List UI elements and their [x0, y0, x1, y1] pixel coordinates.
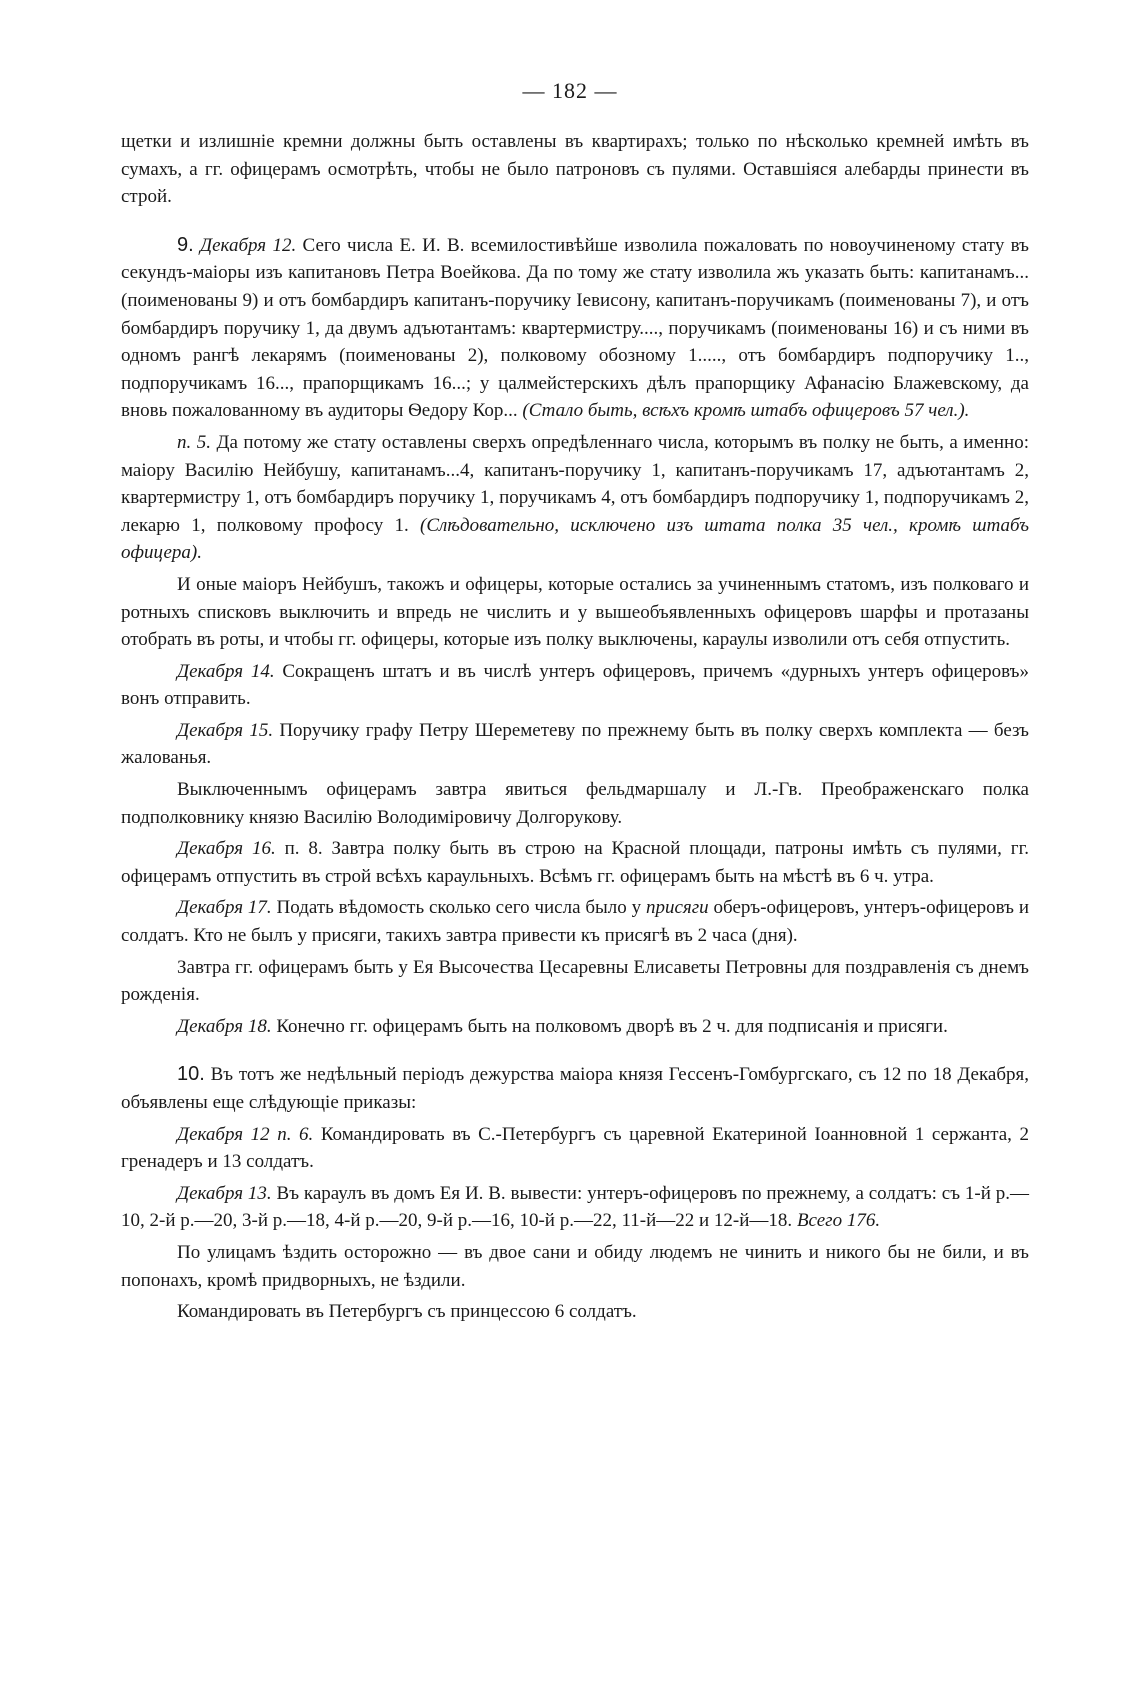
emphasis: присяги: [646, 897, 709, 919]
paragraph-dec-14: Декабря 14. Сокращенъ штатъ и въ числѣ унтеръ офицеровъ, причемъ «дурныхъ унтеръ офицеровъ» вонъ отправить.: [121, 660, 1029, 710]
editor-note: (Стало быть, всѣхъ кромѣ штабъ офицеровъ 57 чел.).: [522, 400, 970, 422]
paragraph-princess: Командировать въ Петербургъ съ принцессою 6 солдатъ.: [177, 1301, 637, 1323]
order-date: Декабря 16.: [177, 838, 276, 860]
total-note: Всего 176.: [796, 1210, 881, 1232]
paragraph-clause-5: п. 5. Да потому же стату оставлены сверхъ опредѣленнаго числа, которымъ въ полку не быть, а именно: маіору Василію Нейбушу, капитанамъ...4, капитанъ-поручику 1, капитанъ-поручикамъ 17, адъютантамъ 2, квартермистру 1, отъ бомбардиръ поручику 1, поручикамъ 4, отъ бомбардиръ подпоручику 1, подпоручикамъ 2, лекарю 1, полковому профосу 1. (Слѣдовательно, исключено изъ штата полка 35 чел., кромѣ штабъ офицера).: [121, 431, 1029, 564]
clause-label: п. 5.: [177, 431, 211, 453]
paragraph-section-10: 10. Въ тотъ же недѣльный періодъ дежурства маіора князя Гессенъ-Гомбургскаго, съ 12 по 18 Декабря, объявлены еще слѣдующіе приказы:: [121, 1063, 1029, 1113]
order-date: Декабря 12.: [200, 234, 297, 256]
paragraph-streets: По улицамъ ѣздить осторожно — въ двое сани и обиду людемъ не чинить и никого бы не били, и въ попонахъ, кромѣ придворныхъ, не ѣздили.: [121, 1241, 1029, 1291]
paragraph-dec-16: Декабря 16. п. 8. Завтра полку быть въ строю на Красной площади, патроны имѣть съ пулями, гг. офицерамъ отпустить въ строй всѣхъ караульныхъ. Всѣмъ гг. офицерамъ быть на мѣстѣ въ 6 ч. утра.: [121, 838, 1029, 887]
order-date: Декабря 17.: [177, 897, 272, 919]
paragraph-dec-12-p6: Декабря 12 п. 6. Командировать въ С.-Петербургъ съ царевной Екатериной Іоанновной 1 сержанта, 2 гренадеръ и 13 солдатъ.: [121, 1123, 1029, 1173]
order-date: Декабря 15.: [177, 719, 274, 741]
paragraph-congratulation: Завтра гг. офицерамъ быть у Ея Высочества Цесаревны Елисаветы Петровны для поздравленія съ днемъ рожденія.: [121, 956, 1029, 1006]
page-content: [121, 128, 1029, 1326]
paragraph-dec-13: Декабря 13. Въ караулъ въ домъ Ея И. В. вывести: унтеръ-офицеровъ по прежнему, а солдатъ: съ 1-й р.—10, 2-й р.—20, 3-й р.—18, 4-й р.—20, 9-й р.—16, 10-й р.—22, 11-й—22 и 12-й—18. Всего 176.: [121, 1182, 1029, 1232]
paragraph-neibush: И оные маіоръ Нейбушъ, такожъ и офицеры, которые остались за учиненнымъ статомъ, изъ полковаго и ротныхъ списковъ выключить и впредь не числить и у вышеобъявленныхъ офицеровъ шарфы и протазаны отобрать въ роты, и чтобы гг. офицеры, которые изъ полку выключены, караулы изволили отъ себя отпустить.: [121, 573, 1029, 651]
page-number: — 182 —: [522, 78, 618, 103]
editor-note: (Слѣдовательно, исключено изъ штата полка 35 чел., кромѣ штабъ офицера).: [121, 514, 1029, 564]
order-date: Декабря 14.: [177, 660, 275, 682]
paragraph-continuation: щетки и излишніе кремни должны быть оставлены въ квартирахъ; только по нѣсколько кремней имѣть въ сумахъ, а гг. офицерамъ осмотрѣть, чтобы не было патроновъ съ пулями. Оставшіяся алебарды принести въ строй.: [121, 131, 1029, 208]
order-date: Декабря 12 п. 6.: [177, 1123, 314, 1145]
section-number: 9.: [177, 233, 194, 256]
paragraph-excluded-officers: Выключеннымъ офицерамъ завтра явиться фельдмаршалу и Л.-Гв. Преображенскаго полка подполковнику князю Василію Володиміровичу Долгорукову.: [121, 779, 1029, 828]
order-date: Декабря 18.: [177, 1015, 272, 1037]
section-number: 10.: [177, 1063, 205, 1086]
paragraph-dec-18: Декабря 18. Конечно гг. офицерамъ быть на полковомъ дворѣ въ 2 ч. для подписанія и присяги.: [177, 1015, 948, 1037]
paragraph-dec-17: Декабря 17. Подать вѣдомость сколько сего числа было у присяги оберъ-офицеровъ, унтеръ-офицеровъ и солдатъ. Кто не былъ у присяги, такихъ завтра привести къ присягѣ въ 2 часа (дня).: [121, 897, 1030, 947]
paragraph-section-9: 9. Декабря 12. Сего числа Е. И. В. всемилостивѣйше изволила пожаловать по новоучиненому стату въ секундъ-маіоры изъ капитановъ Петра Воейкова. Да по тому же стату изволила жъ указать быть: капитанамъ... (поименованы 9) и отъ бомбардиръ капитанъ-поручику Іевисону, капитанъ-поручикамъ (поименованы 7), и отъ бомбардиръ поручику 1, да двумъ адъютантамъ: квартермистру...., поручикамъ (поименованы 16) и съ ними въ одномъ рангѣ лекарямъ (поименованы 2), полковому обозному 1....., отъ бомбардиръ подпоручику 1.., подпоручикамъ 16..., прапорщикамъ 16...; у цалмейстерскихъ дѣлъ прапорщику Афанасію Блажевскому, да вновь пожалованному въ аудиторы Ѳедору Кор... (Стало быть, всѣхъ кромѣ штабъ офицеровъ 57 чел.).: [121, 233, 1030, 422]
paragraph-dec-15: Декабря 15. Поручику графу Петру Шереметеву по прежнему быть въ полку сверхъ комплекта — безъ жалованья.: [121, 719, 1029, 769]
order-date: Декабря 13.: [177, 1182, 272, 1204]
